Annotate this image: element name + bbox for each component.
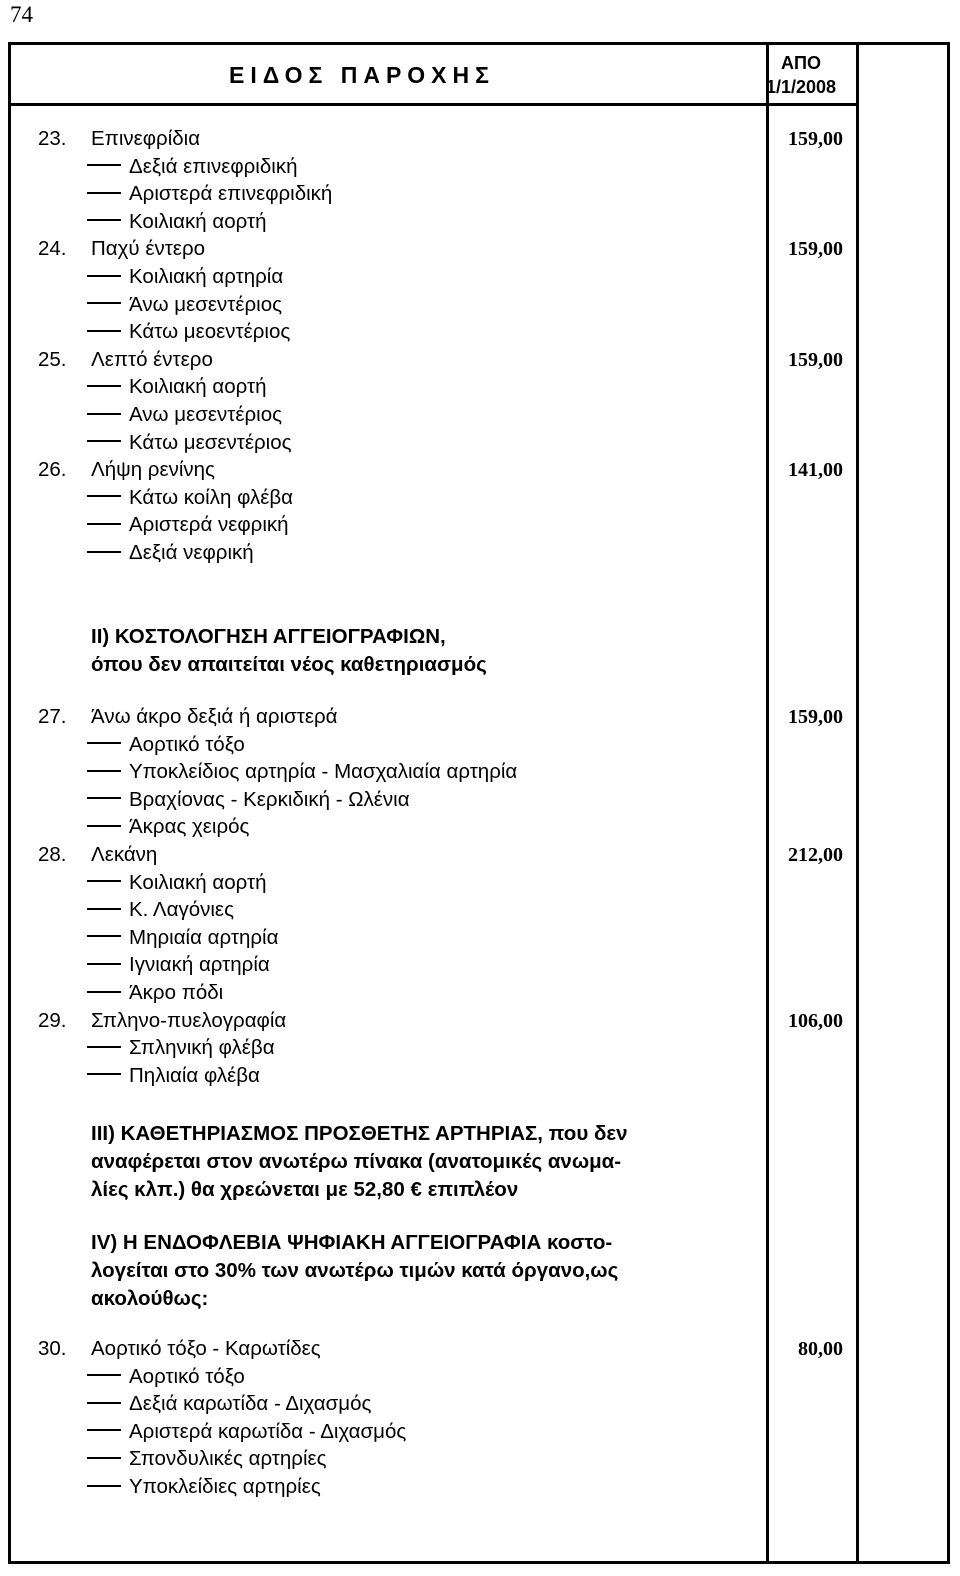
item-title: Παχύ έντερο — [91, 237, 206, 261]
dash-marker — [87, 1485, 121, 1487]
sub-item-label: Δεξιά επινεφριδική — [129, 154, 298, 178]
sub-item-label: Μηριαία αρτηρία — [129, 925, 279, 949]
sub-item-label: Κοιλιακή αρτηρία — [129, 265, 284, 288]
sub-item-label: Υποκλείδιος αρτηρία - Μασχαλιαία αρτηρία — [129, 760, 518, 784]
section-iv-line: λογείται στο 30% των ανωτέρω τιμών κατά όργανο,ως — [91, 1259, 619, 1282]
sub-item-label: Σπονδυλικές αρτηρίες — [129, 1447, 327, 1471]
dash-marker — [87, 1429, 121, 1431]
dash-marker — [87, 523, 121, 525]
item-title: Άνω άκρο δεξιά ή αριστερά — [91, 705, 338, 728]
sub-item — [87, 155, 297, 179]
sub-item-label: Πηλιαία φλέβα — [129, 1063, 260, 1087]
sub-item — [87, 926, 278, 950]
dash-marker — [87, 1457, 121, 1459]
item-price: 159,00 — [788, 128, 843, 150]
item-title: Αορτικό τόξο - Καρωτίδες — [91, 1337, 321, 1360]
item-number: 29. — [38, 1008, 67, 1032]
sub-item-label: Κ. Λαγόνιες — [129, 898, 234, 922]
dash-marker — [87, 825, 121, 827]
sub-item-label: Αριστερά νεφρική — [129, 513, 289, 537]
sub-item-label: Δεξιά νεφρική — [129, 541, 254, 564]
item-title: Λεπτό έντερο — [91, 347, 213, 371]
section-iii-line: αναφέρεται στον ανωτέρω πίνακα (ανατομικές ανωμα- — [91, 1150, 622, 1173]
dash-marker — [87, 935, 121, 937]
dash-marker — [87, 440, 121, 442]
item-title: Λήψη ρενίνης — [91, 458, 215, 482]
dash-marker — [87, 1073, 121, 1075]
sub-item — [87, 541, 254, 565]
sub-item-label: Κοιλιακή αορτή — [129, 375, 267, 399]
dash-marker — [87, 413, 121, 415]
dash-marker — [87, 908, 121, 910]
item-title: Λεκάνη — [91, 843, 158, 866]
sub-item — [87, 513, 289, 537]
sub-item-label: Βραχίονας - Κερκιδική - Ωλένια — [129, 787, 410, 811]
item-price: 159,00 — [788, 348, 843, 371]
sub-item-label: Άνω μεσεντέριος — [129, 292, 282, 316]
sub-item — [87, 760, 517, 784]
section-ii-line: II) ΚΟΣΤΟΛΟΓΗΣΗ ΑΓΓΕΙΟΓΡΑΦΙΩΝ, — [91, 625, 446, 648]
dash-marker — [87, 1374, 121, 1376]
item-number: 28. — [38, 843, 67, 866]
section-iii — [91, 1120, 628, 1204]
item-number: 25. — [38, 347, 67, 371]
sub-item-label: Αριστερά επινεφριδική — [129, 182, 333, 206]
sub-item-label: Άκρας χειρός — [129, 815, 250, 839]
sub-item-label: Αορτικό τόξο — [129, 1364, 245, 1388]
sub-item — [87, 182, 332, 206]
sub-item — [87, 403, 282, 427]
dash-marker — [87, 302, 121, 304]
item-number: 30. — [38, 1337, 67, 1360]
dash-marker — [87, 797, 121, 799]
sub-item-label: Ιγνιακή αρτηρία — [129, 953, 270, 977]
dash-marker — [87, 275, 121, 277]
dash-marker — [87, 192, 121, 194]
dash-marker — [87, 880, 121, 882]
sub-item — [87, 788, 410, 812]
sub-item-label: Κοιλιακή αορτή — [129, 209, 267, 233]
sub-item — [87, 375, 267, 399]
sub-item-label: Αριστερά καρωτίδα - Διχασμός — [129, 1419, 407, 1443]
dash-marker — [87, 742, 121, 744]
dash-marker — [87, 330, 121, 332]
section-ii-line: όπου δεν απαιτείται νέος καθετηριασμός — [91, 653, 487, 676]
dash-marker — [87, 219, 121, 221]
sub-item — [87, 265, 283, 289]
item-title: Επινεφρίδια — [91, 127, 201, 150]
item-price: 141,00 — [788, 459, 843, 482]
header-title: ΕΙΔΟΣ ΠΑΡΟΧΗΣ — [229, 62, 495, 88]
item-price: 80,00 — [798, 1338, 843, 1360]
sub-item — [87, 486, 293, 510]
section-iv-line: ακολούθως: — [91, 1287, 209, 1310]
sub-item — [87, 733, 245, 757]
sub-item — [87, 815, 249, 839]
sub-item — [87, 898, 234, 922]
dash-marker — [87, 991, 121, 993]
sub-item-label: Κάτω μεοεντέριος — [129, 320, 291, 344]
dash-marker — [87, 495, 121, 497]
sub-item-label: Ανω μεσεντέριος — [129, 403, 282, 426]
item-number: 26. — [38, 458, 67, 482]
section-iii-line: λίες κλπ.) θα χρεώνεται με 52,80 € επιπλέον — [91, 1178, 519, 1201]
table-body — [11, 45, 953, 1567]
section-iii-line: III) ΚΑΘΕΤΗΡΙΑΣΜΟΣ ΠΡΟΣΘΕΤΗΣ ΑΡΤΗΡΙΑΣ, που δεν — [91, 1122, 628, 1145]
dash-marker — [87, 963, 121, 965]
sub-item — [87, 320, 290, 344]
item-number: 24. — [38, 237, 67, 261]
sub-item — [87, 1475, 321, 1499]
sub-item — [87, 1447, 327, 1471]
sub-item — [87, 871, 267, 895]
dash-marker — [87, 1402, 121, 1404]
header-date-value: 1/1/2008 — [765, 77, 837, 97]
sub-item — [87, 1365, 245, 1389]
section-iv — [91, 1229, 618, 1313]
sub-item — [87, 210, 267, 234]
dash-marker — [87, 551, 121, 553]
item-price: 106,00 — [788, 1009, 843, 1032]
item-price: 159,00 — [788, 238, 843, 261]
price-table — [8, 42, 950, 1564]
sub-item — [87, 1064, 260, 1088]
dash-marker — [87, 385, 121, 387]
sub-item-label: Κάτω κοίλη φλέβα — [129, 485, 294, 509]
sub-item-label: Άκρο πόδι — [129, 981, 224, 1004]
sub-item — [87, 293, 282, 317]
header-date-label: ΑΠΟ — [781, 53, 821, 73]
item-number: 27. — [38, 705, 67, 728]
sub-item — [87, 953, 270, 977]
sub-item — [87, 1392, 371, 1416]
dash-marker — [87, 1046, 121, 1048]
sub-item-label: Δεξιά καρωτίδα - Διχασμός — [129, 1392, 372, 1416]
item-price: 212,00 — [788, 844, 843, 866]
sub-item — [87, 431, 292, 455]
sub-item — [87, 1036, 275, 1060]
item-title: Σπληνο-πυελογραφία — [91, 1008, 287, 1032]
sub-item — [87, 981, 223, 1005]
section-iv-line: IV) Η ΕΝΔΟΦΛΕΒΙΑ ΨΗΦΙΑΚΗ ΑΓΓΕΙΟΓΡΑΦΙΑ κοστο- — [91, 1231, 613, 1254]
page-number: 74 — [10, 2, 33, 27]
sub-item-label: Κοιλιακή αορτή — [129, 870, 267, 894]
section-ii — [91, 623, 487, 679]
sub-item-label: Σπληνική φλέβα — [129, 1036, 275, 1060]
sub-item-label: Υποκλείδιες αρτηρίες — [129, 1475, 321, 1498]
item-price: 159,00 — [788, 706, 843, 728]
sub-item — [87, 1420, 406, 1444]
sub-item-label: Κάτω μεσεντέριος — [129, 430, 292, 454]
sub-item-label: Αορτικό τόξο — [129, 732, 245, 756]
dash-marker — [87, 770, 121, 772]
dash-marker — [87, 164, 121, 166]
item-number: 23. — [38, 127, 67, 150]
